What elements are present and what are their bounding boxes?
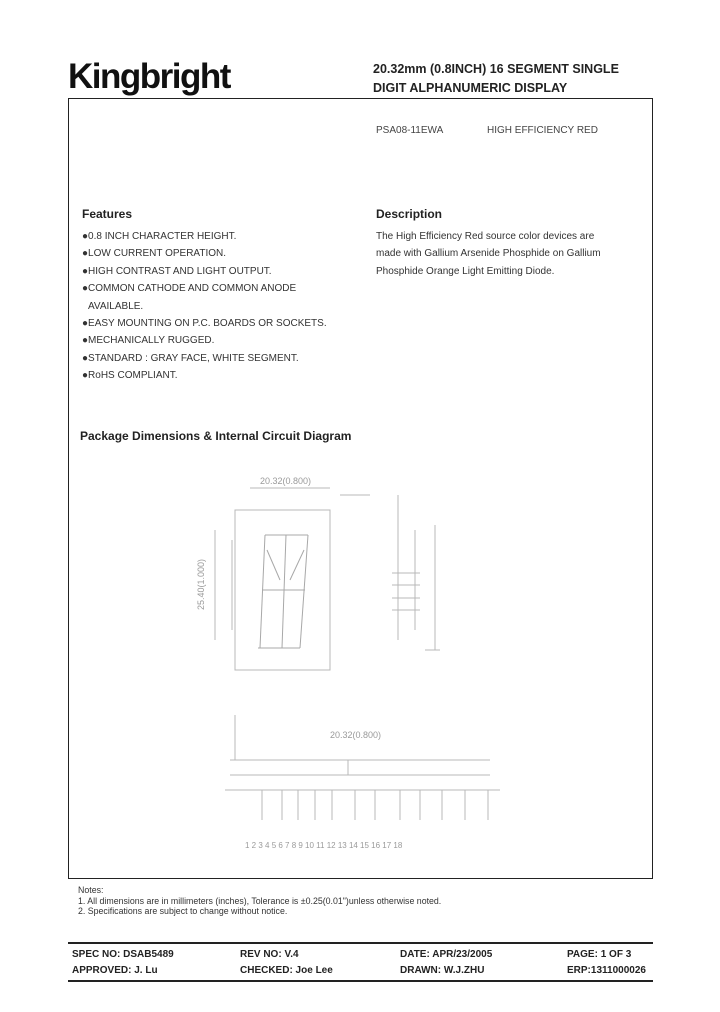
note-item: 1. All dimensions are in millimeters (inches), Tolerance is ±0.25(0.01")unless otherwise noted. xyxy=(78,895,442,906)
features-heading: Features xyxy=(82,207,133,221)
pin-number-labels: 1 2 3 4 5 6 7 8 9 10 11 12 13 14 15 16 17 18 xyxy=(245,841,403,850)
date: DATE: APR/23/2005 xyxy=(400,949,493,960)
footer-bottom-rule xyxy=(68,980,653,982)
list-item: ●MECHANICALLY RUGGED. xyxy=(82,335,215,347)
drawn-by: DRAWN: W.J.ZHU xyxy=(400,965,485,976)
lead-dimension-label: 20.32(0.800) xyxy=(330,730,382,740)
kingbright-logo: Kingbright xyxy=(68,57,230,96)
notes-block xyxy=(78,885,441,917)
erp-number: ERP:1311000026 xyxy=(567,965,646,976)
page-number: PAGE: 1 OF 3 xyxy=(567,949,632,960)
list-item: ●LOW CURRENT OPERATION. xyxy=(82,248,227,260)
description-line: The High Efficiency Red source color devices are xyxy=(376,231,595,242)
top-dimension-label: 20.32(0.800) xyxy=(260,476,312,486)
notes-heading: Notes: xyxy=(78,885,104,895)
side-dimension-label: 25.40(1.000) xyxy=(196,558,206,610)
features-list xyxy=(82,228,327,385)
description-text xyxy=(376,228,638,280)
list-item: ●RoHS COMPLIANT. xyxy=(82,370,178,382)
checked-by: CHECKED: Joe Lee xyxy=(240,965,333,976)
rev-no: REV NO: V.4 xyxy=(240,949,299,960)
list-item: ●EASY MOUNTING ON P.C. BOARDS OR SOCKETS. xyxy=(82,318,327,330)
description-line: Phosphide Orange Light Emitting Diode. xyxy=(376,265,555,277)
list-item: ●HIGH CONTRAST AND LIGHT OUTPUT. xyxy=(82,265,272,277)
package-dimension-drawing xyxy=(170,470,530,860)
description-line: made with Gallium Arsenide Phosphide on Gallium xyxy=(376,248,601,260)
list-item: ●COMMON CATHODE AND COMMON ANODE xyxy=(82,283,297,295)
product-title-line1: 20.32mm (0.8INCH) 16 SEGMENT SINGLE xyxy=(373,62,619,76)
product-title-line2: DIGIT ALPHANUMERIC DISPLAY xyxy=(373,81,568,95)
note-item: 2. Specifications are subject to change without notice. xyxy=(78,906,288,916)
footer-top-rule xyxy=(68,942,653,944)
package-heading: Package Dimensions & Internal Circuit Diagram xyxy=(80,429,352,443)
list-item: ●0.8 INCH CHARACTER HEIGHT. xyxy=(82,231,237,242)
part-color: HIGH EFFICIENCY RED xyxy=(487,125,598,136)
spec-no: SPEC NO: DSAB5489 xyxy=(72,949,174,960)
part-number: PSA08-11EWA xyxy=(376,125,444,136)
list-item: AVAILABLE. xyxy=(88,300,144,312)
approved-by: APPROVED: J. Lu xyxy=(72,965,158,976)
led-symbol-row xyxy=(225,790,500,820)
description-heading: Description xyxy=(376,207,443,221)
list-item: ●STANDARD : GRAY FACE, WHITE SEGMENT. xyxy=(82,352,299,364)
segment-outline xyxy=(258,535,308,648)
